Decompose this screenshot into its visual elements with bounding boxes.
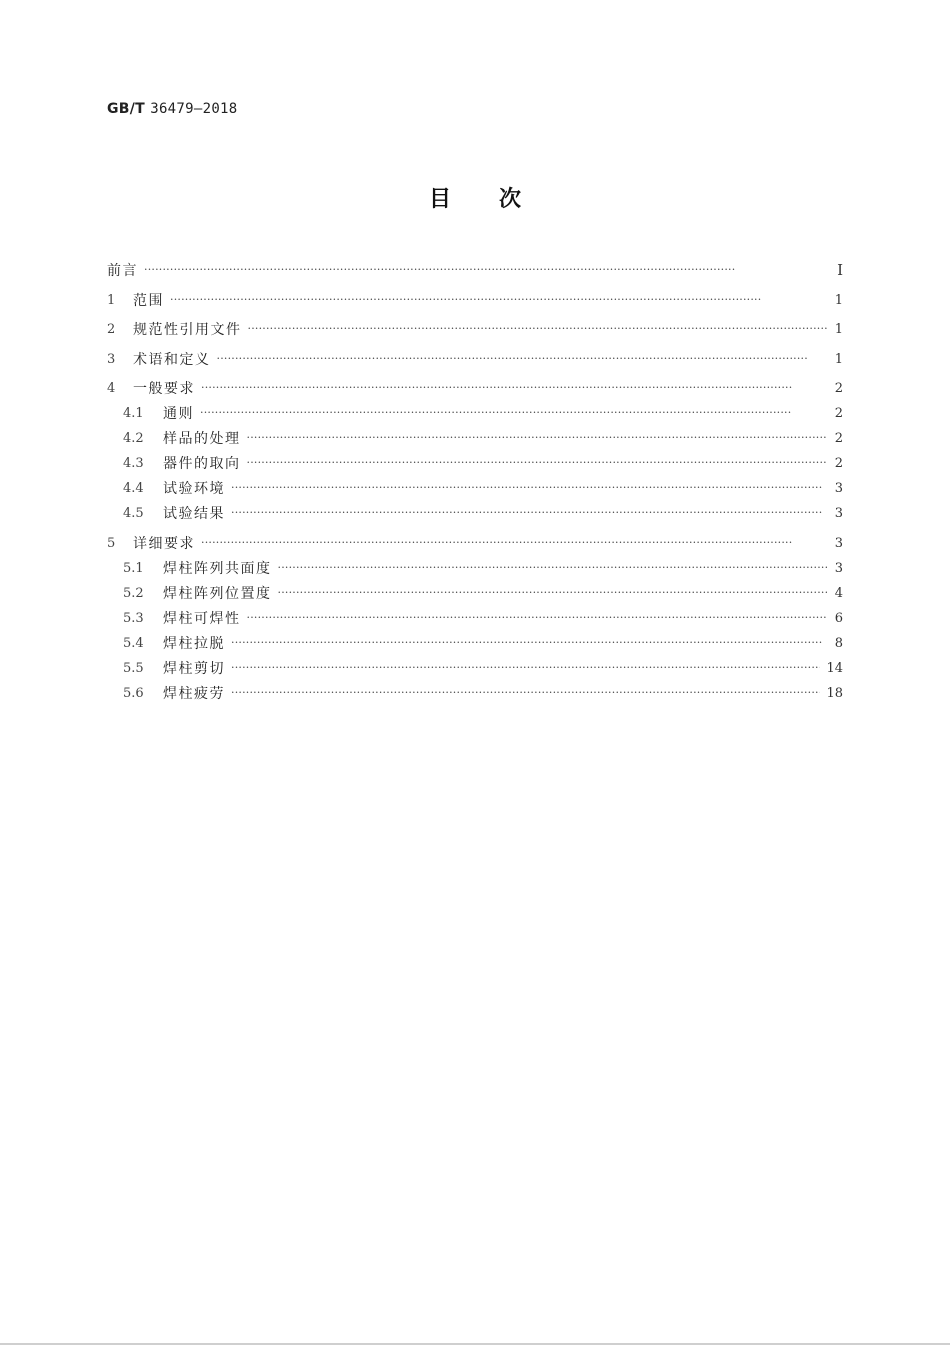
toc-leader-dots (201, 535, 827, 551)
toc-leader-dots (217, 351, 828, 367)
toc-entry-number: 4 (107, 380, 116, 396)
toc-leader-dots (278, 560, 828, 576)
toc-entry[interactable] (123, 656, 843, 680)
toc-entry[interactable] (123, 681, 843, 705)
toc-entry-page: 6 (834, 610, 843, 626)
toc-leader-dots (200, 405, 827, 421)
toc-entry[interactable] (123, 426, 843, 450)
toc-entry-label: 焊柱阵列位置度 (163, 586, 272, 602)
toc-entry-number: 4.5 (123, 505, 144, 521)
toc-title: 目次 (428, 187, 569, 212)
toc-entry-label: 术语和定义 (133, 352, 211, 368)
toc-entry-label: 器件的取向 (163, 456, 241, 472)
toc-entry-page: Ⅰ (837, 261, 843, 279)
toc-entry-label: 焊柱疲劳 (163, 686, 225, 702)
toc-entry[interactable] (123, 581, 843, 605)
toc-entry[interactable] (107, 531, 843, 555)
toc-entry-page: 1 (834, 292, 843, 308)
toc-leader-dots (247, 430, 828, 446)
document-code-number: 36479—2018 (150, 101, 238, 117)
toc-leader-dots (247, 610, 828, 626)
toc-entry-label: 前言 (107, 263, 138, 279)
toc-entry-number: 5.3 (123, 610, 144, 626)
toc-entry-number: 5.2 (123, 585, 144, 601)
toc-entry-label: 通则 (163, 406, 194, 422)
toc-entry-page: 1 (834, 321, 843, 337)
toc-entry[interactable] (123, 451, 843, 475)
toc-leader-dots (201, 380, 827, 396)
toc-leader-dots (278, 585, 828, 601)
toc-entry-page: 1 (834, 351, 843, 367)
toc-entry-page: 3 (834, 535, 843, 551)
toc-entry-number: 4.4 (123, 480, 144, 496)
document-code (107, 101, 238, 117)
toc-entry-label: 焊柱拉脱 (163, 636, 225, 652)
toc-entry-number: 5.4 (123, 635, 144, 651)
toc-entry-number: 4.2 (123, 430, 144, 446)
toc-entry-page: 2 (834, 380, 843, 396)
toc-entry-label: 样品的处理 (163, 431, 241, 447)
toc-entry-number: 5.6 (123, 685, 144, 701)
toc-entry-number: 2 (107, 321, 116, 337)
toc-entry-number: 4.1 (123, 405, 144, 421)
toc-entry-label: 规范性引用文件 (133, 322, 242, 338)
toc-entry-number: 3 (107, 351, 116, 367)
toc-entry[interactable] (123, 606, 843, 630)
toc-entry-page: 2 (834, 430, 843, 446)
toc-entry-page: 14 (826, 660, 843, 676)
toc-entry-number: 5.5 (123, 660, 144, 676)
toc-entry-page: 3 (834, 480, 843, 496)
toc-entry[interactable] (107, 288, 843, 312)
toc-leader-dots (231, 480, 827, 496)
toc-entry-page: 4 (834, 585, 843, 601)
toc-entry-page: 8 (834, 635, 843, 651)
toc-entry-number: 1 (107, 292, 116, 308)
toc-leader-dots (231, 685, 820, 701)
toc-leader-dots (170, 292, 827, 308)
toc-entry[interactable] (123, 476, 843, 500)
toc-entry[interactable] (107, 376, 843, 400)
toc-leader-dots (231, 505, 827, 521)
toc-entry-label: 一般要求 (133, 381, 195, 397)
toc-entry[interactable] (123, 556, 843, 580)
toc-entry-page: 3 (834, 505, 843, 521)
toc-entry-page: 2 (834, 405, 843, 421)
toc-entry-page: 18 (826, 685, 843, 701)
toc-entry-page: 3 (834, 560, 843, 576)
toc-entry-label: 范围 (133, 293, 164, 309)
toc-entry-label: 详细要求 (133, 536, 195, 552)
toc-leader-dots (144, 262, 827, 278)
toc-entry-number: 5.1 (123, 560, 144, 576)
toc-entry[interactable] (123, 401, 843, 425)
toc-leader-dots (231, 635, 827, 651)
toc-entry[interactable] (107, 258, 843, 282)
toc-leader-dots (247, 455, 828, 471)
toc-entry-label: 焊柱阵列共面度 (163, 561, 272, 577)
document-code-prefix: GB/T (107, 101, 146, 117)
toc-entry-label: 焊柱剪切 (163, 661, 225, 677)
toc-entry-number: 4.3 (123, 455, 144, 471)
toc-leader-dots (231, 660, 820, 676)
toc-entry-label: 试验结果 (163, 506, 225, 522)
toc-entry-label: 试验环境 (163, 481, 225, 497)
toc-entry[interactable] (107, 347, 843, 371)
toc-leader-dots (248, 321, 828, 337)
toc-entry-label: 焊柱可焊性 (163, 611, 241, 627)
toc-entry-page: 2 (834, 455, 843, 471)
toc-entry[interactable] (123, 631, 843, 655)
toc-entry[interactable] (107, 317, 843, 341)
toc-entry-number: 5 (107, 535, 116, 551)
toc-entry[interactable] (123, 501, 843, 525)
